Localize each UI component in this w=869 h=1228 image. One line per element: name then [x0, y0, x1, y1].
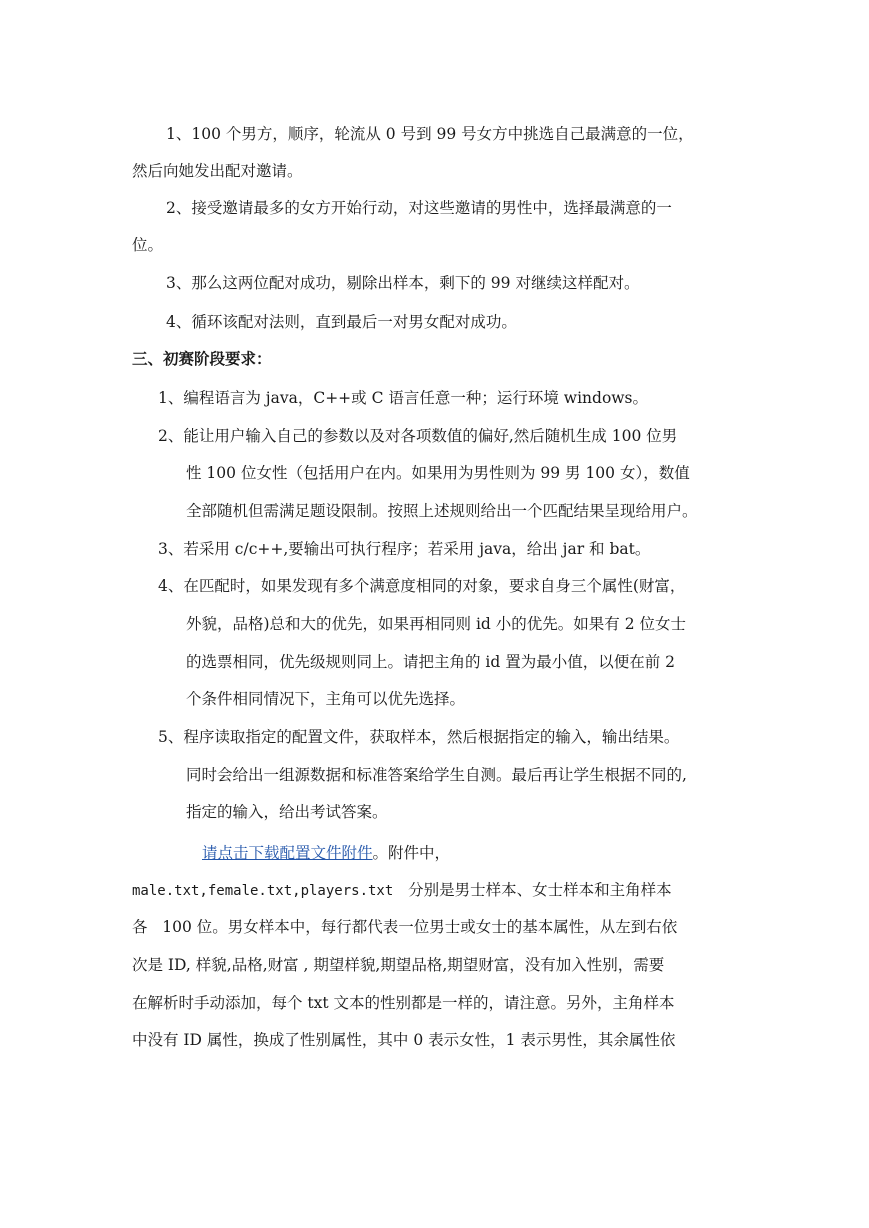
- rule-2-line-1: 2、接受邀请最多的女方开始行动，对这些邀请的男性中，选择最满意的一: [166, 199, 672, 217]
- attachment-line-1-text: 分别是男士样本、女士样本和主角样本: [393, 881, 672, 899]
- requirement-3: 3、若采用 c/c++,要输出可执行程序；若采用 java，给出 jar 和 bat。: [158, 540, 651, 558]
- attachment-line-1: [132, 880, 672, 901]
- attachment-line-2: 各 100 位。男女样本中，每行都代表一位男士或女士的基本属性，从左到右依: [132, 918, 678, 936]
- requirement-4-line-2: 外貌，品格)总和大的优先，如果再相同则 id 小的优先。如果有 2 位女士: [186, 615, 686, 633]
- rule-1-line-1: 1、100 个男方，顺序，轮流从 0 号到 99 号女方中挑选自己最满意的一位，: [166, 125, 694, 143]
- download-line: [202, 843, 450, 863]
- attachment-line-5: 中没有 ID 属性，换成了性别属性，其中 0 表示女性，1 表示男性，其余属性依: [132, 1031, 676, 1049]
- rule-4: 4、循环该配对法则，直到最后一对男女配对成功。: [166, 313, 517, 331]
- requirement-1: 1、编程语言为 java，C++或 C 语言任意一种；运行环境 windows。: [158, 389, 648, 407]
- attachment-file-names: male.txt,female.txt,players.txt: [132, 883, 394, 899]
- requirement-4-line-3: 的选票相同，优先级规则同上。请把主角的 id 置为最小值，以便在前 2: [186, 653, 676, 671]
- requirement-5-line-2: 同时会给出一组源数据和标准答案给学生自测。最后再让学生根据不同的,: [186, 766, 687, 784]
- requirement-5-line-3: 指定的输入，给出考试答案。: [186, 803, 388, 821]
- rule-2-line-2: 位。: [132, 236, 164, 254]
- requirement-2-line-3: 全部随机但需满足题设限制。按照上述规则给出一个匹配结果呈现给用户。: [186, 502, 698, 520]
- rule-3: 3、那么这两位配对成功，剔除出样本，剩下的 99 对继续这样配对。: [166, 274, 640, 292]
- attachment-line-4: 在解析时手动添加，每个 txt 文本的性别都是一样的，请注意。另外，主角样本: [132, 994, 675, 1012]
- requirement-5-line-1: 5、程序读取指定的配置文件，获取样本，然后根据指定的输入，输出结果。: [158, 728, 680, 746]
- rule-1-line-2: 然后向她发出配对邀请。: [132, 162, 303, 180]
- attachment-line-3: 次是 ID, 样貌,品格,财富 , 期望样貌,期望品格,期望财富，没有加入性别，需要: [132, 956, 665, 974]
- requirement-4-line-4: 个条件相同情况下，主角可以优先选择。: [186, 690, 466, 708]
- section-heading: 三、初赛阶段要求：: [132, 349, 272, 368]
- requirement-2-line-1: 2、能让用户输入自己的参数以及对各项数值的偏好,然后随机生成 100 位男: [158, 427, 678, 445]
- requirement-4-line-1: 4、在匹配时，如果发现有多个满意度相同的对象，要求自身三个属性(财富，: [158, 577, 686, 595]
- requirement-2-line-2: 性 100 位女性（包括用户在内。如果用为男性则为 99 男 100 女），数值: [186, 464, 690, 482]
- download-line-suffix: 。附件中，: [372, 844, 451, 862]
- download-config-link[interactable]: 请点击下载配置文件附件: [202, 844, 373, 862]
